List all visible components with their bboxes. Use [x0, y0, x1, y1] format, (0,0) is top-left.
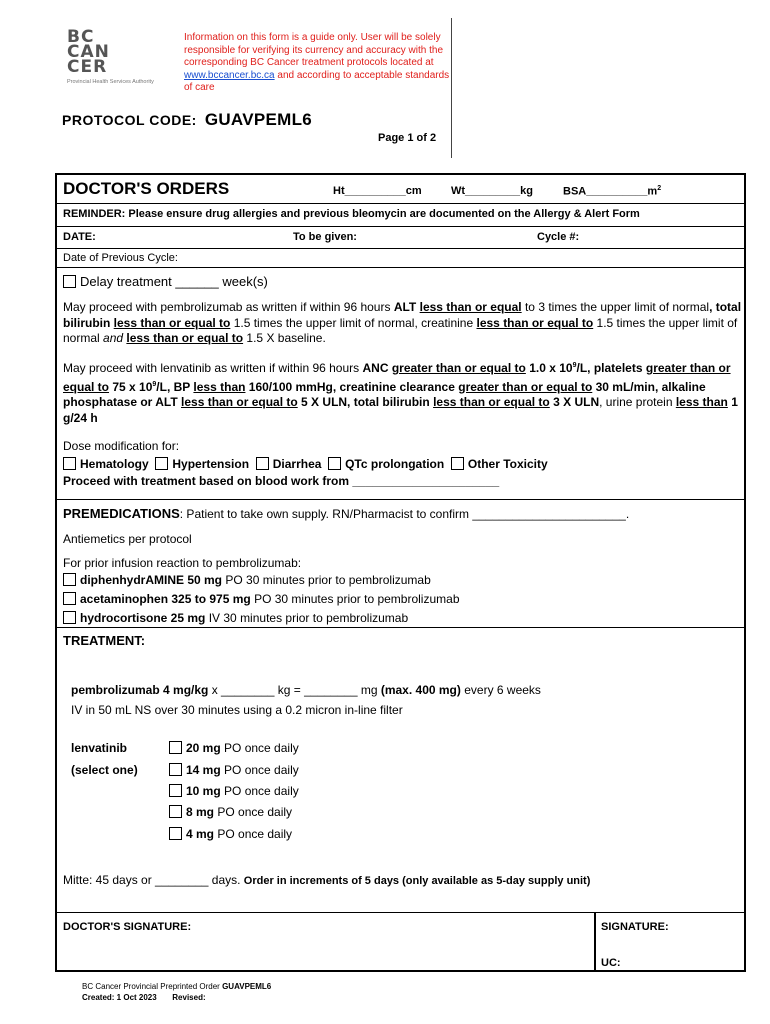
hematology-checkbox[interactable] [63, 457, 76, 470]
p2-b: ANC [362, 361, 392, 375]
logo-line: CER [67, 57, 108, 77]
p2-n: 30 mL/min, alkaline phosphatase or ALT [63, 379, 706, 409]
qtc-checkbox[interactable] [328, 457, 341, 470]
p2-g: greater than or equal to [63, 361, 731, 394]
uc-label[interactable]: UC: [601, 957, 621, 969]
p1-e: , total bilirubin [63, 300, 742, 330]
mitte-note: Order in increments of 5 days (only available as 5-day supply unit) [243, 875, 591, 887]
p1-g: 1.5 times the upper limit of normal, creatinine [230, 315, 477, 330]
premed-checkbox[interactable] [63, 611, 76, 624]
pembro-drug: pembrolizumab 4 mg/kg [71, 683, 209, 697]
premed-rest: PO 30 minutes prior to pembrolizumab [250, 592, 460, 606]
other-toxicity-label: Other Toxicity [467, 457, 548, 471]
delay-checkbox[interactable] [63, 275, 76, 288]
footer-revised: Revised: [172, 993, 206, 1002]
dose-hypertension[interactable] [155, 457, 249, 471]
logo-tagline: Provincial Health Services Authority [67, 79, 154, 85]
pembro-max: (max. 400 mg) [380, 683, 461, 697]
premed-drug: diphenhydrAMINE 50 mg [80, 573, 223, 587]
lenva-dose: 20 mg [186, 741, 221, 755]
hypertension-label: Hypertension [172, 457, 250, 471]
form-title: DOCTOR'S ORDERS [63, 179, 230, 198]
premed-drug: hydrocortisone 25 mg [80, 611, 206, 625]
mitte-text: Mitte: 45 days or ________ days. [63, 873, 244, 887]
lenva-rest: PO once daily [214, 805, 293, 819]
protocol-value: GUAVPEML6 [204, 110, 313, 129]
to-be-given-label[interactable]: To be given: [293, 231, 357, 243]
p1-h: less than or equal to [476, 315, 594, 330]
logo-line: BC [67, 27, 95, 47]
disclaimer-text-end: and according to acceptable standards of care [184, 69, 450, 93]
p1-b: ALT [393, 300, 417, 314]
date-label[interactable]: DATE: [63, 231, 96, 243]
dose-mod-label: Dose modification for: [63, 439, 180, 453]
pembro-end: every 6 weeks [460, 683, 541, 697]
lenva-option[interactable] [169, 763, 299, 777]
doctors-orders-form [55, 173, 746, 972]
lenva-dose: 8 mg [186, 805, 215, 819]
p2-f: /L, platelets [576, 361, 643, 375]
other-toxicity-checkbox[interactable] [451, 457, 464, 470]
p2-j: /L, BP [156, 379, 194, 394]
lenva-option[interactable] [169, 805, 292, 819]
lenva-rest: PO once daily [220, 784, 299, 798]
lenva-checkbox[interactable] [169, 741, 182, 754]
delay-treatment[interactable] [63, 274, 268, 289]
weight-field[interactable]: Wt_________kg [451, 185, 533, 197]
p1-j: and [103, 331, 124, 345]
premed-item[interactable] [63, 573, 431, 587]
p2-k: less than [193, 379, 246, 394]
premed-header [63, 506, 629, 521]
reminder-row [57, 204, 744, 227]
footer [82, 981, 271, 1003]
protocol-code [62, 110, 312, 130]
p2-t: less than [675, 395, 728, 409]
mitte-line[interactable] [63, 873, 590, 887]
date-row [57, 227, 744, 249]
p1-k: less than or equal to [126, 331, 244, 345]
lenva-dose: 4 mg [186, 827, 215, 841]
reminder-text: REMINDER: Please ensure drug allergies and previous bleomycin are documented on the Allergy & Alert Form [63, 208, 640, 220]
footer-code: GUAVPEML6 [222, 982, 272, 991]
lenva-option[interactable] [169, 827, 292, 841]
cycle-label[interactable]: Cycle #: [537, 231, 580, 243]
prev-cycle-row [57, 249, 744, 268]
footer-created: Created: 1 Oct 2023 [82, 993, 157, 1002]
premed-checkbox[interactable] [63, 573, 76, 586]
p2-h: 75 x 10 [109, 379, 153, 394]
dose-qtc[interactable] [328, 457, 444, 471]
diarrhea-checkbox[interactable] [256, 457, 269, 470]
pembro-criteria [63, 300, 743, 347]
p2-s: , urine protein [599, 395, 676, 409]
bsa-text: BSA__________m [563, 185, 658, 198]
protocol-label: PROTOCOL CODE: [62, 112, 197, 128]
premed-item[interactable] [63, 592, 460, 606]
p2-u: 1 g/24 h [63, 395, 738, 425]
dose-diarrhea[interactable] [256, 457, 322, 471]
p1-a: May proceed with pembrolizumab as written if within 96 hours [63, 300, 394, 314]
bsa-unit-exponent: 2 [657, 185, 662, 192]
dose-hematology[interactable] [63, 457, 149, 471]
lenva-select-label: (select one) [71, 763, 138, 777]
p2-i: 9 [152, 380, 157, 388]
diarrhea-label: Diarrhea [272, 457, 322, 471]
height-field[interactable]: Ht__________cm [333, 185, 422, 197]
p2-c: greater than or equal to [391, 361, 526, 375]
antiemetics: Antiemetics per protocol [63, 532, 192, 546]
footer-text: BC Cancer Provincial Preprinted Order [82, 982, 223, 991]
p1-l: 1.5 X baseline. [243, 331, 326, 345]
delay-text: Delay treatment ______ week(s) [80, 274, 268, 289]
bccancer-link[interactable]: www.bccancer.bc.ca [184, 69, 275, 81]
page-number: Page 1 of 2 [378, 132, 437, 144]
treatment-section [57, 628, 744, 913]
premed-drug: acetaminophen 325 to 975 mg [80, 592, 251, 606]
signature-divider [594, 913, 596, 972]
p2-m: greater than or equal to [458, 379, 593, 394]
premed-rest: IV 30 minutes prior to pembrolizumab [205, 611, 409, 625]
p2-o: less than or equal to [181, 395, 298, 409]
p1-d: to 3 times the upper limit of normal [521, 300, 710, 314]
logo-wordmark [67, 27, 177, 77]
premed-rest: PO 30 minutes prior to pembrolizumab [222, 573, 431, 587]
qtc-label: QTc prolongation [345, 457, 445, 471]
dose-other[interactable] [451, 457, 548, 471]
dose-mod-options [63, 457, 548, 471]
conditions-section [57, 268, 744, 500]
lenva-checkbox[interactable] [169, 805, 182, 818]
footer-line1 [82, 981, 271, 992]
bsa-field[interactable] [563, 185, 661, 198]
premedications-section [57, 500, 744, 628]
p2-l: 160/100 mmHg, creatinine clearance [245, 379, 459, 394]
lenva-label: lenvatinib [71, 741, 128, 755]
disclaimer [184, 32, 454, 95]
hematology-label: Hematology [80, 457, 149, 471]
lenva-rest: PO once daily [220, 741, 299, 755]
premed-text: : Patient to take own supply. RN/Pharmacist to confirm _______________________. [179, 507, 630, 521]
lenva-option[interactable] [169, 784, 299, 798]
lenva-rest: PO once daily [214, 827, 293, 841]
pembro-order [71, 683, 541, 697]
p2-e: 9 [572, 362, 577, 369]
p2-r: 3 X ULN [549, 395, 600, 409]
footer-line2 [82, 992, 271, 1003]
disclaimer-text: Information on this form is a guide only. User will be solely responsible for verifying its currency and accuracy with the corresponding BC Cancer treatment protocols located at [184, 32, 444, 68]
prev-cycle-label[interactable]: Date of Previous Cycle: [63, 252, 178, 264]
pembro-admin: IV in 50 mL NS over 30 minutes using a 0.2 micron in-line filter [71, 703, 403, 717]
title-row [57, 175, 744, 204]
lenva-rest: PO once daily [220, 763, 299, 777]
p1-i: 1.5 times the upper limit of normal [63, 315, 738, 345]
p2-d: 1.0 x 10 [525, 361, 573, 375]
pembro-mid[interactable]: x ________ kg = ________ mg [208, 683, 381, 697]
p2-a: May proceed with lenvatinib as written if within 96 hours [63, 361, 363, 375]
p2-p: 5 X ULN, total bilirubin [297, 395, 434, 409]
logo-line: CAN [67, 42, 110, 62]
p1-f: less than or equal to [113, 315, 231, 330]
premed-checkbox[interactable] [63, 592, 76, 605]
lenva-criteria [63, 358, 743, 426]
lenva-checkbox[interactable] [169, 784, 182, 797]
doctor-signature-label[interactable]: DOCTOR'S SIGNATURE: [63, 921, 192, 933]
reaction-label: For prior infusion reaction to pembrolizumab: [63, 556, 302, 570]
proceed-bloodwork[interactable]: Proceed with treatment based on blood work from ______________________ [63, 474, 500, 488]
treatment-label: TREATMENT: [63, 633, 146, 648]
lenva-dose: 14 mg [186, 763, 221, 777]
lenva-checkbox[interactable] [169, 763, 182, 776]
p1-c: less than or equal [419, 300, 522, 314]
p2-q: less than or equal to [433, 395, 550, 409]
bc-cancer-logo [67, 27, 177, 85]
lenva-option[interactable] [169, 741, 299, 755]
premed-item[interactable] [63, 611, 408, 625]
premed-label: PREMEDICATIONS [63, 506, 180, 521]
header-divider [451, 18, 452, 158]
lenva-checkbox[interactable] [169, 827, 182, 840]
signature-label[interactable]: SIGNATURE: [601, 921, 669, 933]
hypertension-checkbox[interactable] [155, 457, 168, 470]
lenva-dose: 10 mg [186, 784, 221, 798]
